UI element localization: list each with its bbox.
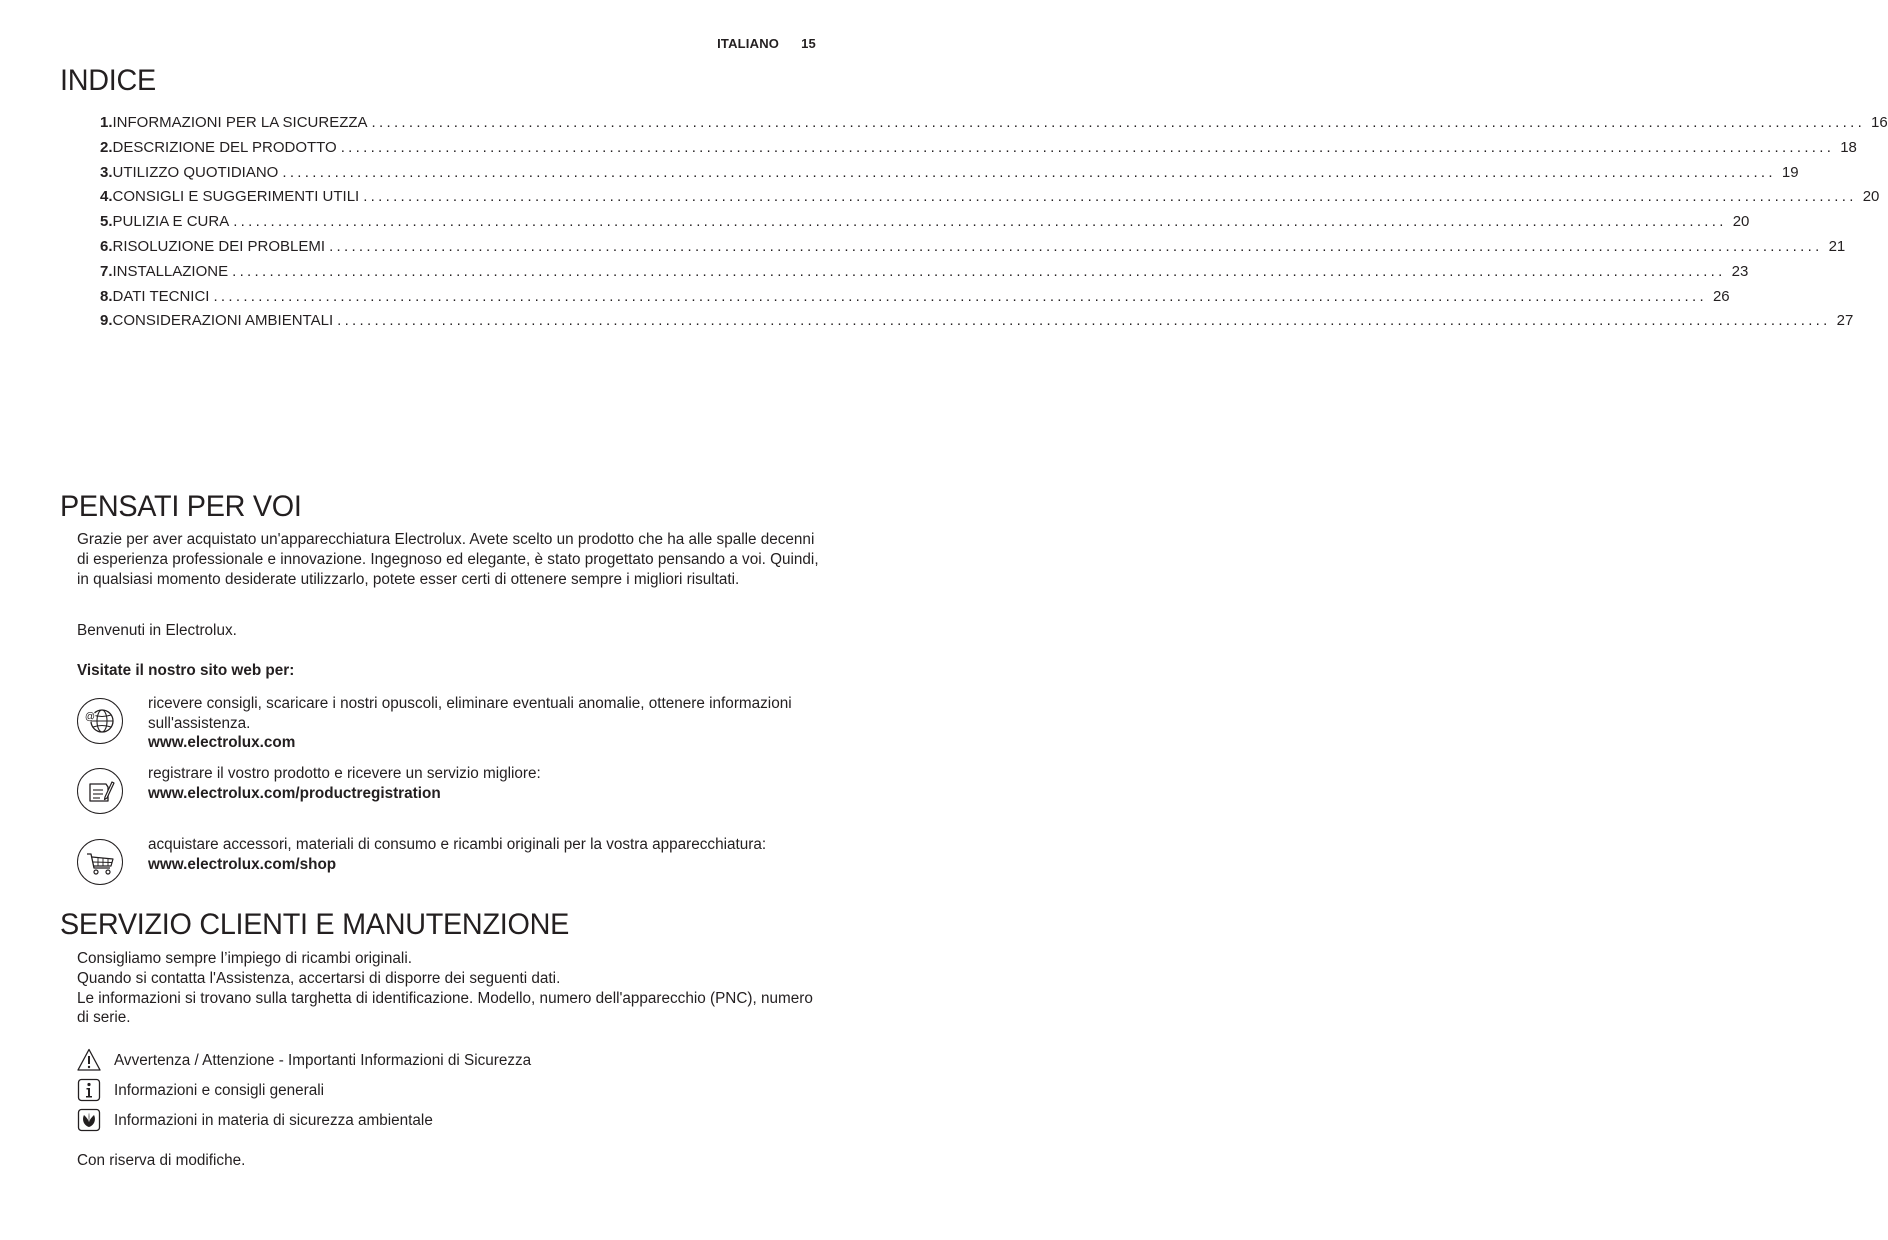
page-number: 15 <box>801 36 816 51</box>
service-paragraph <box>77 949 822 1028</box>
index-title: INDICE <box>60 64 156 97</box>
toc-item-title: PULIZIA E CURA <box>112 213 230 231</box>
toc-leader-dots: ........................................................................................................................................................................................................ <box>282 163 1776 181</box>
environment-leaf-icon <box>77 1108 101 1132</box>
section-title-servizio: SERVIZIO CLIENTI E MANUTENZIONE <box>60 908 570 941</box>
svg-text:@: @ <box>84 711 96 723</box>
toc-item-number: 6. <box>100 237 113 255</box>
toc-item-title: CONSIGLI E SUGGERIMENTI UTILI <box>112 188 360 206</box>
footer-note: Con riserva di modifiche. <box>77 1152 246 1169</box>
toc-item-number: 8. <box>100 287 113 305</box>
toc-item-title: UTILIZZO QUOTIDIANO <box>112 163 279 181</box>
website-link-text <box>148 835 838 874</box>
website-link-description: ricevere consigli, scaricare i nostri opuscoli, eliminare eventuali anomalie, ottenere informazioni sull'assistenza. <box>148 695 792 732</box>
language-label: ITALIANO <box>717 36 780 51</box>
website-link-description: registrare il vostro prodotto e ricevere un servizio migliore: <box>148 765 541 782</box>
intro-paragraph: Grazie per aver acquistato un'apparecchiatura Electrolux. Avete scelto un prodotto che ha alle spalle decenni di esperienza professionale e innovazione. Ingegnoso ed elegante, è stato progettato pensando a voi. Quindi, in qualsiasi momento desiderate utilizzarlo, potete esser certi di ottenere sempre i migliori risultati. <box>77 531 819 588</box>
toc-item-number: 1. <box>100 114 113 131</box>
toc-leader-dots: ........................................................................................................................................................................................................ <box>329 237 1823 255</box>
legend-text: Avvertenza / Attenzione - Importanti Informazioni di Sicurezza <box>114 1052 532 1069</box>
toc-item[interactable] <box>100 287 1730 313</box>
toc-leader-dots: ........................................................................................................................................................................................................ <box>337 312 1831 330</box>
website-link-url[interactable]: www.electrolux.com/productregistration <box>148 784 441 802</box>
toc-item-page: 26 <box>1712 287 1730 305</box>
table-of-contents <box>100 114 1888 337</box>
toc-item[interactable] <box>100 163 1799 189</box>
toc-item[interactable] <box>100 312 1854 337</box>
toc-item-title: CONSIDERAZIONI AMBIENTALI <box>112 312 334 330</box>
toc-leader-dots: ........................................................................................................................................................................................................ <box>340 138 1835 156</box>
welcome-text: Benvenuti in Electrolux. <box>77 622 237 639</box>
toc-item[interactable] <box>100 188 1880 213</box>
page-header <box>717 36 816 51</box>
toc-item-title: DESCRIZIONE DEL PRODOTTO <box>112 138 337 156</box>
toc-item-page: 18 <box>1840 138 1857 156</box>
toc-item-page: 21 <box>1828 237 1846 255</box>
toc-item[interactable] <box>100 237 1846 263</box>
toc-leader-dots: ........................................................................................................................................................................................................ <box>363 188 1857 206</box>
website-link-description: acquistare accessori, materiali di consumo e ricambi originali per la vostra apparecchiatura: <box>148 836 767 853</box>
website-link-url[interactable]: www.electrolux.com/shop <box>148 855 337 873</box>
section-title-pensati: PENSATI PER VOI <box>60 490 302 523</box>
toc-item[interactable] <box>100 213 1750 238</box>
toc-item-number: 3. <box>100 163 113 181</box>
service-line: Consigliamo sempre l’impiego di ricambi originali. <box>77 950 412 967</box>
toc-item[interactable] <box>100 114 1888 139</box>
toc-leader-dots: ........................................................................................................................................................................................................ <box>233 213 1727 231</box>
website-link-text <box>148 694 838 753</box>
toc-item[interactable] <box>100 138 1857 164</box>
service-line: Quando si contatta l'Assistenza, accertarsi di disporre dei seguenti dati. <box>77 969 561 987</box>
toc-leader-dots: ........................................................................................................................................................................................................ <box>371 114 1866 131</box>
toc-item-number: 2. <box>100 138 113 156</box>
service-line: Le informazioni si trovano sulla targhetta di identificazione. Modello, numero dell'apparecchio (PNC), numero di serie. <box>77 989 813 1027</box>
toc-item-title: INSTALLAZIONE <box>112 262 229 280</box>
info-icon <box>77 1078 101 1102</box>
toc-item[interactable] <box>100 262 1749 288</box>
toc-item-number: 5. <box>100 213 113 231</box>
legend-text: Informazioni in materia di sicurezza ambientale <box>114 1112 433 1129</box>
shopping-cart-icon <box>77 839 123 885</box>
visit-label: Visitate il nostro sito web per: <box>77 662 295 679</box>
legend-text: Informazioni e consigli generali <box>114 1082 325 1099</box>
toc-item-title: INFORMAZIONI PER LA SICUREZZA <box>112 114 368 131</box>
warning-triangle-icon <box>77 1048 101 1072</box>
toc-item-page: 23 <box>1731 262 1749 280</box>
toc-item-title: DATI TECNICI <box>112 287 210 305</box>
toc-leader-dots: ........................................................................................................................................................................................................ <box>232 262 1726 280</box>
toc-item-number: 9. <box>100 312 113 330</box>
toc-item-number: 4. <box>100 188 113 206</box>
website-link-url[interactable]: www.electrolux.com <box>148 734 296 751</box>
toc-item-page: 27 <box>1836 312 1854 330</box>
website-link-text <box>148 764 838 803</box>
globe-at-icon <box>77 698 123 744</box>
toc-item-title: RISOLUZIONE DEI PROBLEMI <box>112 237 326 255</box>
toc-item-page: 20 <box>1732 213 1750 231</box>
registration-pen-icon <box>77 768 123 814</box>
toc-item-number: 7. <box>100 262 113 280</box>
toc-leader-dots: ........................................................................................................................................................................................................ <box>213 287 1707 305</box>
toc-item-page: 19 <box>1781 163 1799 181</box>
toc-item-page: 16 <box>1871 114 1888 131</box>
toc-item-page: 20 <box>1862 188 1880 206</box>
